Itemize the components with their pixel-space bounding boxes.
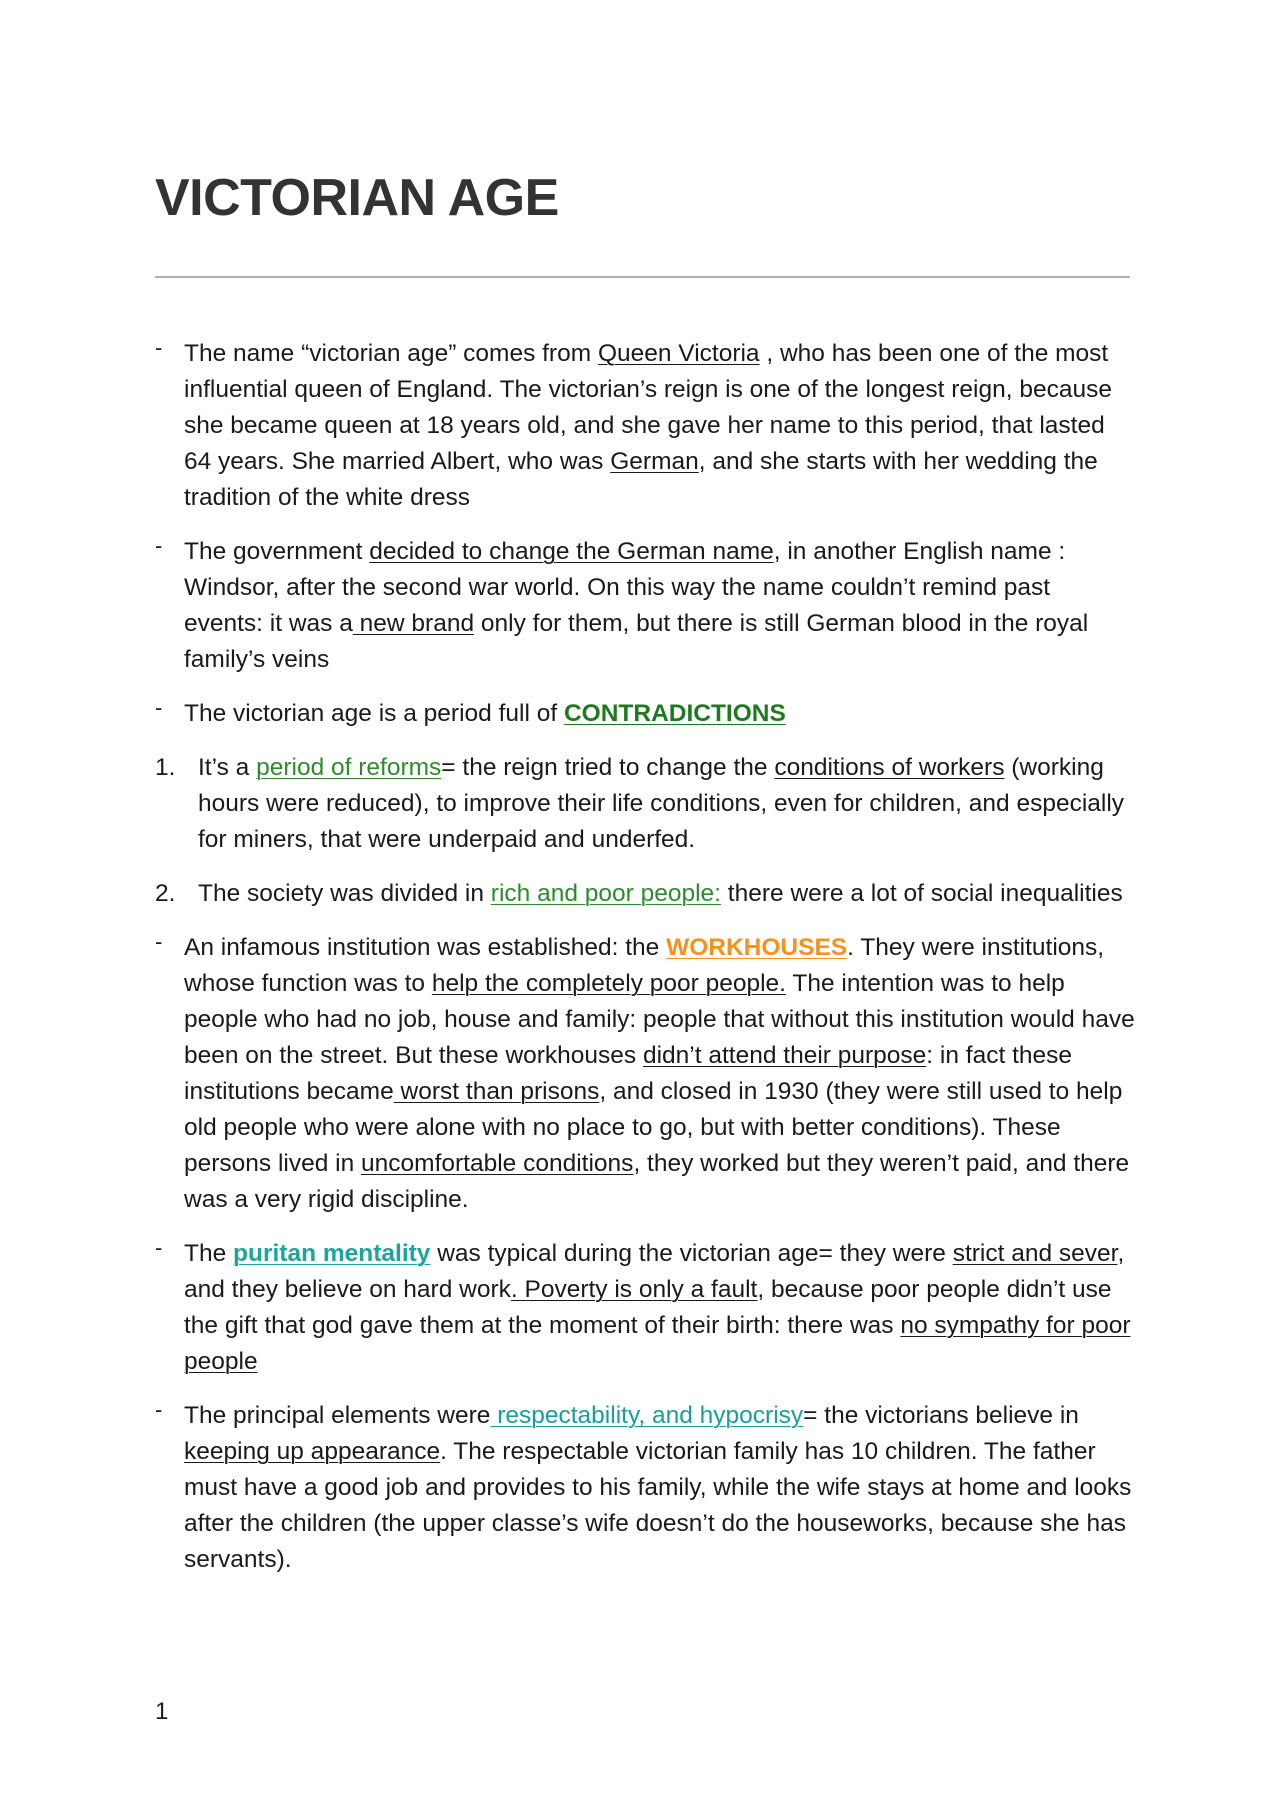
paragraph-text: The intention was to help people who had no job, house and family: people that without this institution would have been on the street. But these workhouses: [184, 970, 1135, 1069]
paragraph-text: . The respectable victorian family has 10 children. The father must have a good job and provides to his family, while the wife stays at home and looks after the children (the upper classe’s wife doesn’t do the houseworks, because she has servants).: [184, 1438, 1132, 1573]
underlined-phrase: uncomfortable conditions: [361, 1150, 634, 1177]
underlined-phrase: worst than prisons: [393, 1078, 600, 1105]
paragraph-text: , they worked but they weren’t paid, and there was a very rigid discipline.: [184, 1150, 1130, 1213]
paragraph-text: An infamous institution was established: the: [184, 934, 667, 961]
paragraph-text: , who has been one of the most influential queen of England. The victorian’s reign is one of the longest reign, because she became queen at 18 years old, and she gave her name to this period, that lasted 64 years. She married Albert, who was: [184, 340, 1112, 475]
paragraph-text: was typical during the victorian age= they were: [430, 1240, 953, 1267]
paragraph-text: there were a lot of social inequalities: [720, 880, 1123, 907]
dash-bullet: -: [155, 929, 163, 954]
highlight-period-of-reforms: period of reforms: [256, 754, 442, 781]
paragraph-text: , in another English name : Windsor, after the second war world. On this way the name couldn’t remind past events: it was a: [184, 538, 1066, 637]
bullet-item-respectability: [155, 1398, 1135, 1578]
numbered-item-rich-and-poor: [155, 876, 1135, 912]
page-title: VICTORIAN AGE: [155, 169, 559, 227]
paragraph-text: The principal elements were: [184, 1402, 491, 1429]
bullet-item-windsor: [155, 534, 1135, 678]
underlined-phrase: Queen Victoria: [597, 340, 760, 367]
highlight-respectability-hypocrisy: respectability, and hypocrisy: [490, 1402, 804, 1429]
paragraph-text: , and they believe on hard work: [184, 1240, 1125, 1303]
underlined-phrase: new brand: [352, 610, 475, 637]
document-body: [155, 336, 1135, 1596]
paragraph-text: : in fact these institutions became: [184, 1042, 1073, 1105]
page-number: 1: [155, 1698, 169, 1725]
paragraph-text: , and closed in 1930 (they were still used to help old people who were alone with no place to go, but with better conditions). These persons lived in: [184, 1078, 1123, 1177]
paragraph-text: The society was divided in: [198, 880, 491, 907]
underlined-phrase: conditions of workers: [774, 754, 1005, 781]
underlined-phrase: keeping up appearance: [184, 1438, 441, 1465]
highlight-contradictions: CONTRADICTIONS: [563, 700, 786, 727]
underlined-phrase: help the completely poor people.: [431, 970, 786, 997]
highlight-workhouses: WORKHOUSES: [666, 934, 848, 961]
paragraph-text: only for them, but there is still German blood in the royal family’s veins: [184, 610, 1089, 673]
underlined-phrase: didn’t attend their purpose: [642, 1042, 927, 1069]
bullet-item-workhouses: [155, 930, 1135, 1218]
highlight-rich-and-poor: rich and poor people:: [490, 880, 721, 907]
paragraph-text: (working hours were reduced), to improve their life conditions, even for children, and especially for miners, that were underpaid and underfed.: [198, 754, 1125, 853]
underlined-phrase: strict and sever: [952, 1240, 1118, 1267]
bullet-item-contradictions: [155, 696, 1135, 732]
paragraph-text: The: [184, 1240, 234, 1267]
dash-bullet: -: [155, 335, 163, 360]
underlined-phrase: German: [610, 448, 699, 475]
paragraph-text: It’s a: [198, 754, 257, 781]
bullet-item-queen-victoria: [155, 336, 1135, 516]
title-divider: [155, 276, 1130, 278]
bullet-item-puritan-mentality: [155, 1236, 1135, 1380]
paragraph-text: , because poor people didn’t use the gift that god gave them at the moment of their birth: there was: [184, 1276, 1112, 1339]
underlined-phrase: . Poverty is only a fault: [510, 1276, 758, 1303]
numbered-item-reforms: [155, 750, 1135, 858]
paragraph-text: , and she starts with her wedding the tradition of the white dress: [184, 448, 1098, 511]
paragraph-text: The victorian age is a period full of: [184, 700, 564, 727]
number-marker: 2.: [155, 880, 176, 907]
underlined-phrase: no sympathy for poor people: [184, 1312, 1131, 1375]
paragraph-text: = the reign tried to change the: [441, 754, 775, 781]
number-marker: 1.: [155, 754, 176, 781]
highlight-puritan-mentality: puritan mentality: [233, 1240, 431, 1267]
dash-bullet: -: [155, 533, 163, 558]
paragraph-text: = the victorians believe in: [803, 1402, 1079, 1429]
paragraph-text: The government: [184, 538, 370, 565]
dash-bullet: -: [155, 1397, 163, 1422]
paragraph-text: . They were institutions, whose function was to: [184, 934, 1105, 997]
dash-bullet: -: [155, 1235, 163, 1260]
dash-bullet: -: [155, 695, 163, 720]
paragraph-text: The name “victorian age” comes from: [184, 340, 598, 367]
underlined-phrase: decided to change the German name: [369, 538, 774, 565]
